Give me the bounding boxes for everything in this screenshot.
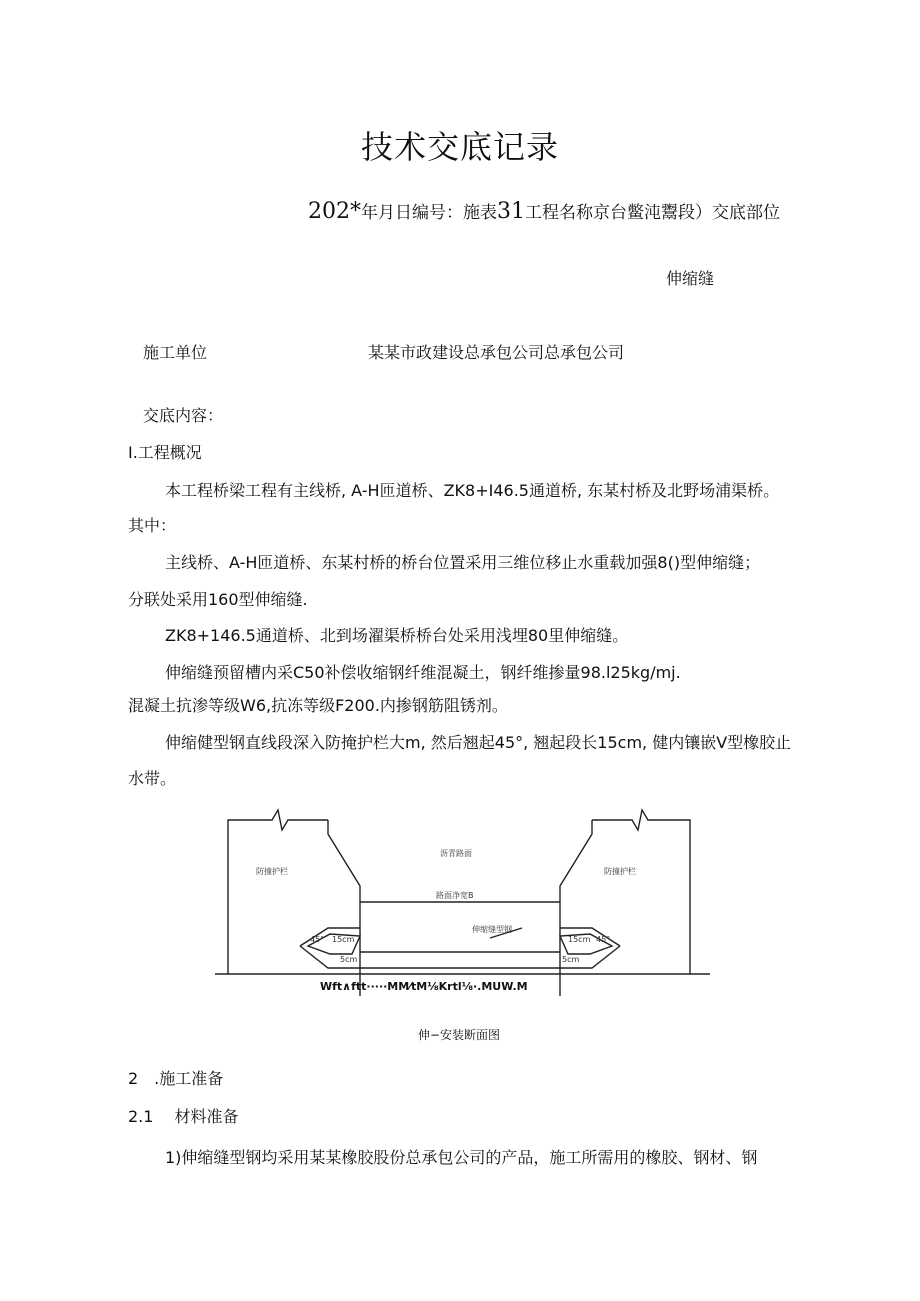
paragraph-line: 混凝土抗渗等级W6,抗冻等级F200.内掺钢筋阻锈剂。 bbox=[128, 696, 508, 715]
expansion-joint-diagram bbox=[200, 796, 720, 996]
label-45-right: 45° bbox=[596, 935, 611, 944]
paragraph-line: 其中： bbox=[128, 516, 177, 535]
paragraph-line: 本工程桥梁工程有主线桥, A-H匝道桥、ZK8+I46.5通道桥, 东某村桥及北野场浦渠桥。 bbox=[165, 481, 780, 500]
label-15cm-left: 15cm bbox=[332, 935, 355, 944]
paragraph-line: 伸缩缝预留槽内采C50补偿收缩钢纤维混凝土，钢纤维掺量98.l25kg∕mj. bbox=[165, 663, 681, 682]
paragraph-line: 水带。 bbox=[128, 769, 177, 788]
meta-project-name: 工程名称京台鳖沌鬻段）交底部位 bbox=[525, 203, 780, 223]
label-5cm-left: 5cm bbox=[340, 955, 358, 964]
section-heading-overview: I.工程概况 bbox=[128, 443, 202, 462]
section-heading-materials: 2.1 材料准备 bbox=[128, 1107, 239, 1126]
section-heading-preparation: 2 .施工准备 bbox=[128, 1069, 224, 1088]
paragraph-line: ZK8+146.5通道桥、北到场濯渠桥桥台处采用浅埋80里伸缩缝。 bbox=[165, 626, 629, 645]
label-5cm-right: 5cm bbox=[562, 955, 580, 964]
label-15cm-right: 15cm bbox=[568, 935, 591, 944]
paragraph-line: 1)伸缩缝型钢均采用某某橡胶股份总承包公司的产品，施工所需用的橡胶、钢材、钢 bbox=[165, 1148, 758, 1167]
left-guardrail-outline bbox=[228, 810, 328, 974]
label-width: 路面净宽B bbox=[436, 891, 474, 900]
meta-form-number: 31 bbox=[497, 199, 525, 224]
steel-lower-line bbox=[300, 946, 560, 968]
meta-year: 202* bbox=[308, 199, 361, 224]
label-steel: 伸缩缝型钢 bbox=[472, 925, 512, 934]
location-value: 伸缩缝 bbox=[666, 269, 715, 288]
paragraph-line: 分联处采用160型伸缩缝. bbox=[128, 590, 308, 609]
meta-date-no: 年月日编号：施表 bbox=[361, 203, 497, 223]
paragraph-line: 伸缩健型钢直线段深入防掩护栏大m, 然后翘起45°, 翘起段长15cm, 健内镶嵌V型橡胶止 bbox=[165, 733, 792, 752]
label-guard-right: 防撞护栏 bbox=[604, 867, 636, 876]
label-asphalt: 沥青路面 bbox=[440, 849, 472, 858]
right-guardrail-outline bbox=[592, 810, 690, 974]
content-label: 交底内容： bbox=[143, 406, 224, 425]
left-guardrail-slope bbox=[328, 820, 360, 996]
header-meta-line bbox=[308, 198, 780, 224]
figure-caption: 伸−安装断面图 bbox=[418, 1028, 501, 1042]
paragraph-line: 主线桥、A-H匝道桥、东某村桥的桥台位置采用三维位移止水重载加强8()型伸缩缝； bbox=[165, 553, 761, 572]
page-title: 技术交底记录 bbox=[360, 128, 559, 166]
unit-value: 某某市政建设总承包公司总承包公司 bbox=[368, 343, 625, 362]
right-guardrail-slope bbox=[560, 820, 592, 996]
label-guard-left: 防撞护栏 bbox=[256, 867, 288, 876]
label-45-left: 45° bbox=[310, 935, 325, 944]
unit-label: 施工单位 bbox=[143, 343, 208, 362]
diagram-garbled-label: Wft∧ftt·····MM⁄tM⅛Krtl⅛·.MUW.M bbox=[320, 980, 528, 993]
